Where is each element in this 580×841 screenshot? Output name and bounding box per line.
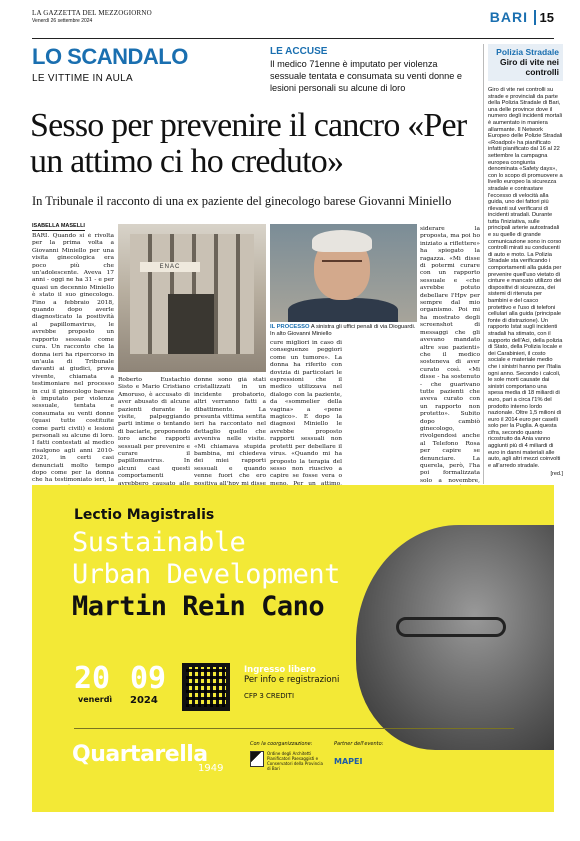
accuse-label: LE ACCUSE — [270, 46, 328, 57]
deck: In Tribunale il racconto di una ex paziente del ginecologo barese Giovanni Miniello — [32, 194, 452, 208]
byline: ISABELLA MASELLI — [32, 223, 85, 229]
page-header — [32, 9, 554, 39]
sidebar-box — [483, 44, 563, 484]
ad-credits: CFP 3 CREDITI — [244, 692, 295, 700]
coorg-label: Con la coorganizzazione: — [250, 741, 313, 747]
brand-year: 1949 — [198, 763, 224, 774]
ad-title-line-1: Sustainable — [72, 527, 246, 558]
brand-logo: Quartarella — [72, 742, 208, 767]
advertisement — [32, 485, 554, 812]
ad-entry: Ingresso libero — [244, 665, 316, 675]
caption-text: A sinistra gli uffici penali di via Dioguardi. In alto Giovanni Miniello — [270, 324, 416, 337]
accuse-text: Il medico 71enne è imputato per violenza sessuale tentata e consumata su venti donne e lesioni personali su alcune di loro — [270, 59, 463, 93]
portrait-photo — [270, 224, 417, 322]
coorg-org — [250, 751, 326, 771]
section-name: BARI — [489, 9, 528, 25]
coorg-name: Ordine degli Architetti Pianificatori Paesaggisti e Conservatori della Provincia di Bari — [267, 751, 323, 771]
partner-label: Partner dell'evento: — [334, 741, 384, 747]
courthouse-photo — [118, 224, 266, 372]
article-column-1: BARI. Quando si è rivolta per la prima volta a Giovanni Miniello per una visita ginecologica era poco più che un'adolescente. Aveva 17 anni - oggi ne ha 31 - e per quasi un decennio Miniello è stato il suo ginecologo. Fino a febbraio 2018, quando dopo averle diagnosticato la positività al papillomavirus, le avrebbe proposto un rapporto sessuale come cura. Un racconto che la donna ieri ha ripercorso in un'aula di Tribunale davanti ai giudici, prova vivente, chiamata a testimoniare nel processo in cui il ginecologo barese è imputato per violenza sessuale, tentata e consumata su venti donne (quasi tutte costituite come parti civili) e lesioni personali su alcune di loro. I fatti contestati al medico risalgono agli anni 2010-2021, in certi casi denunciati molto tempo dopo come per la donna che ha testimoniato ieri, la — [32, 233, 114, 484]
ad-year: 2024 — [130, 695, 158, 706]
sidebar-title: Giro di vite nei controlli — [499, 57, 559, 77]
sidebar-signature: [red.] — [550, 471, 563, 478]
ad-divider — [74, 728, 514, 729]
speaker-glasses — [396, 617, 506, 637]
article-column-5: siderare la proposta, ma poi ho iniziato a riflettere» ha spiegato la ragazza. «Mi disse di potermi curare con un rapporto sessuale e «che avrebbe potuto debellare l'Hpv per sempre dal mio organismo. Poi mi ha mostrato degli screenshot di messaggi che gli avevano mandato altre sue pazienti» che il medico sosteneva di aver curato così. «Mi disse - ha sostenuto - che guarivano tutte pazienti che aveva curato con un rapporto non protetto». Subito dopo cambiò ginecologo, rivolgendosi anche al Telefono Rosa per capire se denunciare. La querela, però, l'ha poi formalizzata solo a novembre, — [420, 226, 480, 484]
photo-caption — [270, 324, 417, 338]
article-column-4: cure migliori in caso di conseguenze peggiori come un tumore». La donna ha riferito con dovizia di particolari le espressioni che il medico utilizzava nel dialogo con la paziente, da «sommelier della vagina» a «pene magico». E dopo la diagnosi Miniello le avrebbe proposto rapporti sessuali non protetti per debellare il virus. «Quando mi ha proposto la terapia del sesso non riuscivo a capire se fosse vera o meno. Per un attimo, — [270, 340, 342, 485]
portrait-suit — [288, 298, 398, 322]
building-door — [168, 294, 214, 354]
architects-seal-icon — [250, 751, 264, 767]
article-kicker-sub: LE VITTIME IN AULA — [32, 73, 133, 84]
ad-speaker: Martin Rein Cano — [72, 591, 325, 622]
portrait-hair — [312, 230, 372, 252]
ad-lecture-label: Lectio Magistralis — [74, 507, 215, 523]
sidebar-header — [488, 44, 563, 81]
ad-info-line: Per info e registrazioni — [244, 675, 340, 685]
ad-day: 20 — [74, 661, 111, 696]
ad-title-line-2: Urban Development — [72, 559, 340, 590]
partner-logo: MAPEI — [334, 757, 363, 766]
article-column-2: Roberto Eustachio Sisto e Mario Cristiano Amoruso, è accusato di aver abusato di alcune pazienti durante le visite, palpeggiando parti intime o tentando di baciarle, proponendo loro anche rapporti sessuali per prevenire e curare il papillomavirus. In alcuni casi questi comportamenti avrebbero causato alle — [118, 377, 190, 485]
sidebar-kicker: Polizia Stradale — [496, 47, 559, 57]
speaker-photo — [356, 525, 554, 750]
sidebar-text: Giro di vite nei controlli su strade e provinciali da parte della Polizia Stradale di Bari, una delle province dove il numero degli incidenti mortali è aumentato in maniera allarmante. Il Network Europeo delle Polizie Stradali «Roadpol» ha pianificato infatti pianificato dal 16 al 22 settembre la campagna europea congiunta denominata «Safety days», con lo scopo di promuovere a livello europeo la sicurezza stradale e contrastare l'eccesso di velocità alla guida, uno dei fattori più rilevanti sul verificarsi di incidenti stradali. Durante tutta l'iniziativa, sulle principali arterie autostradali e su quelle di grande comunicazione sono in corso controlli mirati su conducenti di auto e moto. La Polizia Stradale sta verificando i comportamenti alla guida per prevenire quell'uso vietato di cinture e mancato utilizzo dei dispositivi di sicurezza, dei sistemi di ritenuta per bambini e del casco protettivo e l'uso di telefoni cellulari alla guida (principale fonte di distrazione). Un rapporto Istat sugli incidenti stradali ha stimato, con il supporto dell'Aci, della polizia di Stato, della Polizia locale e dei Carabinieri, il costo sociale e materiale medio che i sinistri hanno per l'Italia ogni anno. Secondo i calcoli, le sole morti causate dai sinistri comportano una spesa media di 18 miliardi di euro, pari a circa l'1% del prodotto interno lordo nazionale. Oltre 1,5 milioni di euro il 2014 euro per caselli solo per la Puglia. A questa cifra, secondo quanto ricostruito da Ania vanno aggiunti più di 4 miliardi di euro in danni materiali alle auto, agli altri mezzi coinvolti e all'arredo stradale. — [488, 87, 563, 469]
caption-label: IL PROCESSO — [270, 324, 310, 330]
article-column-3: donne sono già stati cristallizzati in un incidente probatorio, altri verranno fatti a dibattimento. La presunta vittima sentita ieri ha raccontato nel dettaglio quello che avveniva nelle visite. «Mi chiamava stupida bambina, mi chiedeva dei miei rapporti sessuali e quando venne fuori che ero positiva all'hpv mi disse — [194, 377, 266, 485]
ad-info — [244, 665, 339, 701]
ad-month: 09 — [130, 661, 167, 696]
issue-date: Venerdì 26 settembre 2024 — [32, 18, 93, 24]
page-number: 15 — [534, 10, 554, 25]
qr-code[interactable] — [182, 663, 230, 711]
headline: Sesso per prevenire il cancro «Per un attimo ci ho creduto» — [30, 107, 467, 180]
article-kicker: LO SCANDALO — [32, 44, 188, 69]
portrait-glasses — [322, 260, 362, 269]
ad-weekday: venerdì — [78, 695, 113, 704]
masthead: LA GAZZETTA DEL MEZZOGIORNO — [32, 9, 152, 17]
building-sign: ENAC — [140, 262, 200, 272]
